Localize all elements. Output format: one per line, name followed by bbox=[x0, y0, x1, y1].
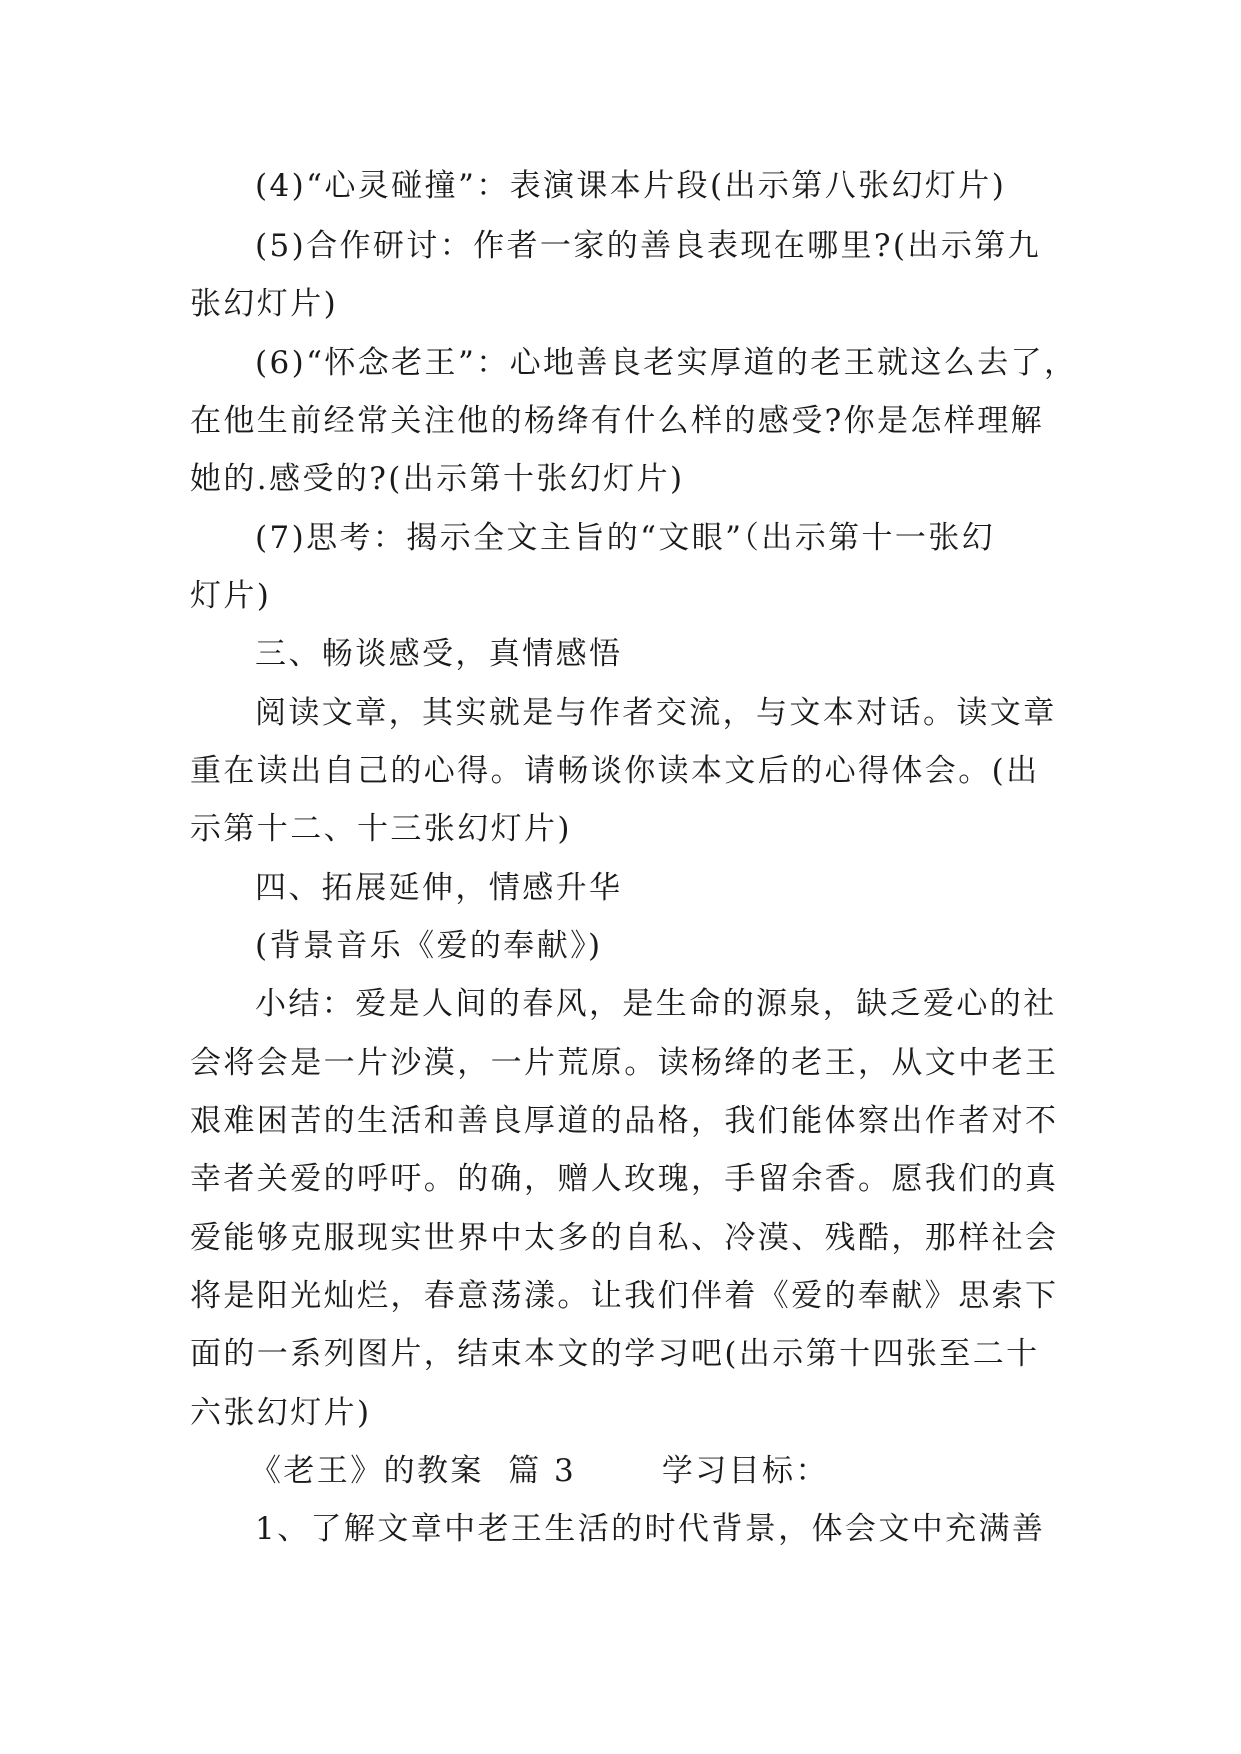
text-line: 灯片) bbox=[190, 578, 272, 614]
text-line: 示第十二、十三张幻灯片) bbox=[190, 811, 572, 847]
text-line: (5)合作研讨：作者一家的善良表现在哪里?(出示第九 bbox=[255, 228, 1042, 264]
text-line: 爱能够克服现实世界中太多的自私、冷漠、残酷，那样社会 bbox=[190, 1220, 1059, 1256]
text-line: 幸者关爱的呼吁。的确，赠人玫瑰，手留余香。愿我们的真 bbox=[190, 1161, 1059, 1197]
text-line: 她的.感受的?(出示第十张幻灯片) bbox=[190, 461, 685, 497]
section-heading: 四、拓展延伸，情感升华 bbox=[255, 870, 623, 906]
text-line: 六张幻灯片) bbox=[190, 1395, 372, 1431]
text-line: 重在读出自己的心得。请畅谈你读本文后的心得体会。(出 bbox=[190, 753, 1040, 789]
text-line: 张幻灯片) bbox=[190, 286, 339, 322]
text-line: (背景音乐《爱的奉献》) bbox=[255, 928, 603, 964]
text-line: 会将会是一片沙漠，一片荒原。读杨绛的老王，从文中老王 bbox=[190, 1045, 1059, 1081]
text-line: 1、了解文章中老王生活的时代背景，体会文中充满善 bbox=[255, 1511, 1046, 1547]
text-line: (6)“怀念老王”：心地善良老实厚道的老王就这么去了， bbox=[255, 345, 1078, 381]
text-line: 艰难困苦的生活和善良厚道的品格，我们能体察出作者对不 bbox=[190, 1103, 1059, 1139]
text-line: 在他生前经常关注他的杨绛有什么样的感受?你是怎样理解 bbox=[190, 403, 1045, 439]
text-line: 小结：爱是人间的春风，是生命的源泉，缺乏爱心的社 bbox=[255, 986, 1057, 1022]
text-line: 面的一系列图片，结束本文的学习吧(出示第十四张至二十 bbox=[190, 1336, 1040, 1372]
text-line: (7)思考：揭示全文主旨的“文眼”（出示第十一张幻 bbox=[255, 520, 996, 556]
text-line: 阅读文章，其实就是与作者交流，与文本对话。读文章 bbox=[255, 695, 1057, 731]
lesson-title: 《老王》的教案 篇 3 学习目标： bbox=[250, 1453, 829, 1489]
text-line: 将是阳光灿烂，春意荡漾。让我们伴着《爱的奉献》思索下 bbox=[190, 1278, 1059, 1314]
section-heading: 三、畅谈感受，真情感悟 bbox=[255, 636, 623, 672]
text-line: (4)“心灵碰撞”：表演课本片段(出示第八张幻灯片) bbox=[255, 168, 1007, 204]
